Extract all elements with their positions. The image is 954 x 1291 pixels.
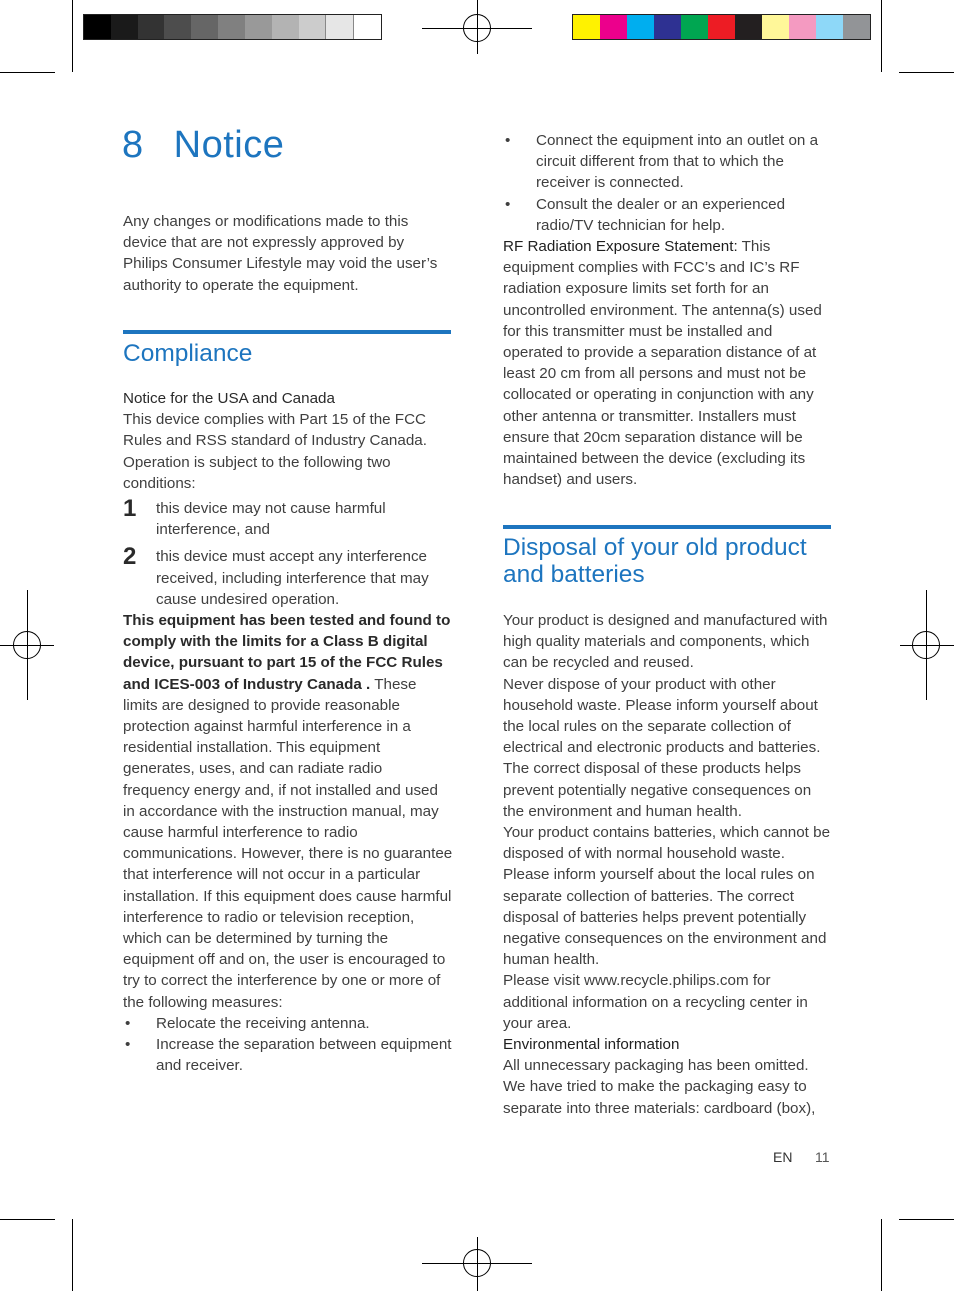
color-swatch [272, 15, 299, 39]
color-swatch [84, 15, 111, 39]
color-swatch [245, 15, 272, 39]
list-item: • Connect the equipment into an outlet on a circuit different from that to which the receiver is connected. [505, 132, 819, 192]
color-swatch [735, 15, 762, 39]
footer-language: EN [773, 1149, 793, 1165]
color-swatch [299, 15, 326, 39]
intro-paragraph: Any changes or modifications made to this device that are not expressly approved by Philips Consumer Lifestyle may void the user’s authority to operate the equipment. [123, 213, 438, 294]
compliance-heading-rule [123, 330, 451, 334]
list-item: • Consult the dealer or an experienced radio/TV technician for help. [505, 195, 786, 234]
color-swatch [816, 15, 843, 39]
notice-title: Notice for the USA and Canada [123, 390, 335, 407]
compliance-heading: Compliance [123, 340, 253, 367]
color-swatch [138, 15, 165, 39]
page-number: 11 [815, 1149, 830, 1165]
color-swatch [600, 15, 627, 39]
color-swatch [708, 15, 735, 39]
color-swatch [681, 15, 708, 39]
list-item: 2 this device must accept any interference received, including interference that may cause undesired operation. [123, 543, 429, 608]
class-b-paragraph: This equipment has been tested and found to comply with the limits for a Class B digital device, pursuant to part 15 of the FCC Rules and ICES-003 of Industry Canada . These limits are designed to provide reasonable protection against harmful interference in a residential installation. This equipment generates, uses, and can radiate radio frequency energy and, if not installed and used in accordance with the instruction manual, may cause harmful interference to radio communications. However, there is no guarantee that interference will not occur in a particular installation. If this equipment does cause harmful interference to radio or television reception, which can be determined by turning the equipment off and on, the user is encouraged to try to correct the interference by one or more of the following measures: [123, 612, 453, 1011]
disposal-body: Your product is designed and manufactured with high quality materials and components, which can be recycled and reused. Never dispose of your product with other household waste. Please inform yourself about the local rules on the separate collection of electrical and electronic products and batteries. The correct disposal of these products helps prevent potentially negative consequences on the environment and human health. Your product contains batteries, which cannot be disposed of with normal household waste. Please inform yourself about the local rules on separate collection of batteries. The correct disposal of batteries helps prevent potentially negative consequences on the environment and human health. Please visit www.recycle.philips.com for additional information on a recycling center in your area. Environmental information All unnecessary packaging has been omitted. We have tried to make the packaging easy to separate into three materials: cardboard (box), [503, 610, 833, 1119]
environmental-title: Environmental information [503, 1036, 680, 1054]
grayscale-color-bar [83, 14, 382, 40]
color-swatch [164, 15, 191, 39]
chapter-number: 8 [122, 124, 144, 166]
disposal-heading: Disposal of your old product and batteries [503, 534, 807, 588]
color-swatch [789, 15, 816, 39]
chapter-title-text: Notice [173, 124, 285, 166]
color-swatch [191, 15, 218, 39]
compliance-statement: This device complies with Part 15 of the FCC Rules and RSS standard of Industry Canada. Operation is subject to the following two conditions: [123, 411, 427, 492]
disposal-heading-rule [503, 525, 831, 529]
color-swatch [111, 15, 138, 39]
condition-list [123, 495, 453, 610]
chapter-title [122, 124, 284, 167]
color-swatch [325, 15, 353, 39]
measures-list [123, 1013, 453, 1077]
compliance-body-continued [503, 130, 833, 490]
color-swatch [573, 15, 600, 39]
color-swatch [654, 15, 681, 39]
process-color-bar [572, 14, 871, 40]
list-item: • Relocate the receiving antenna. [125, 1014, 370, 1032]
color-swatch [218, 15, 245, 39]
rf-exposure-paragraph: RF Radiation Exposure Statement: This equipment complies with FCC’s and IC’s RF radiation exposure limits set forth for an uncontrolled environment. The antenna(s) used for this transmitter must be installed and operated to provide a separation distance of at least 20 cm from all persons and must not be collocated or operating in conjunction with any other antenna or transmitter. Installers must ensure that 20cm separation distance will be maintained between the device (excluding its handset) and users. [503, 238, 822, 489]
color-swatch [627, 15, 654, 39]
list-item: • Increase the separation between equipment and receiver. [125, 1036, 452, 1075]
list-item: 1 this device may not cause harmful interference, and [123, 495, 386, 539]
compliance-body [123, 388, 453, 1077]
color-swatch [762, 15, 789, 39]
color-swatch [353, 15, 381, 39]
color-swatch [843, 15, 870, 39]
